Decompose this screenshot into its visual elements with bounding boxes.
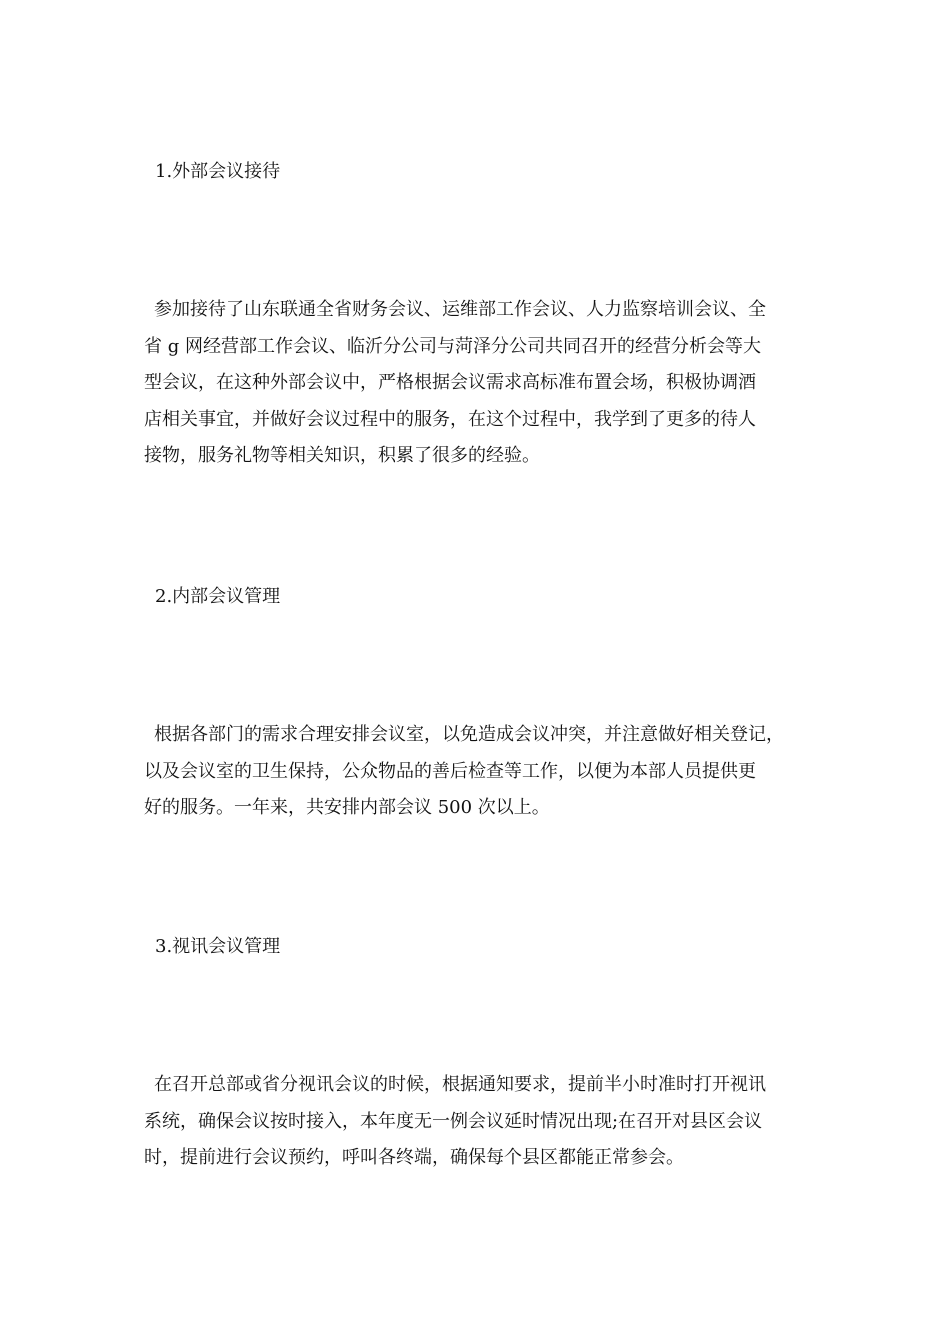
paragraph-line: 店相关事宜，并做好会议过程中的服务，在这个过程中，我学到了更多的待人 — [144, 408, 756, 430]
paragraph-line: 时，提前进行会议预约，呼叫各终端，确保每个县区都能正常参会。 — [144, 1147, 684, 1168]
section-body-internal-meetings — [144, 717, 814, 827]
paragraph-line: 系统，确保会议按时接入，本年度无一例会议延时情况出现;在召开对县区会议 — [144, 1110, 763, 1132]
section-body-external-meetings — [144, 292, 814, 475]
paragraph-line: 型会议，在这种外部会议中，严格根据会议需求高标准布置会场，积极协调酒 — [144, 372, 756, 393]
section-heading-internal-meetings: 2.内部会议管理 — [155, 586, 281, 607]
section-body-video-meetings — [144, 1067, 814, 1177]
paragraph-line: 参加接待了山东联通全省财务会议、运维部工作会议、人力监察培训会议、全 — [154, 299, 766, 320]
paragraph-line: 好的服务。一年来，共安排内部会议 500 次以上。 — [144, 797, 550, 818]
section-heading-video-meetings: 3.视讯会议管理 — [155, 936, 281, 957]
paragraph-line: 在召开总部或省分视讯会议的时候，根据通知要求，提前半小时准时打开视讯 — [154, 1074, 766, 1095]
section-heading-external-meetings: 1.外部会议接待 — [155, 161, 281, 182]
paragraph-line: 省 g 网经营部工作会议、临沂分公司与菏泽分公司共同召开的经营分析会等大 — [144, 335, 761, 357]
paragraph-line: 根据各部门的需求合理安排会议室，以免造成会议冲突，并注意做好相关登记， — [154, 724, 784, 745]
paragraph-line: 以及会议室的卫生保持，公众物品的善后检查等工作，以便为本部人员提供更 — [144, 760, 756, 782]
paragraph-line: 接物，服务礼物等相关知识，积累了很多的经验。 — [144, 445, 540, 466]
